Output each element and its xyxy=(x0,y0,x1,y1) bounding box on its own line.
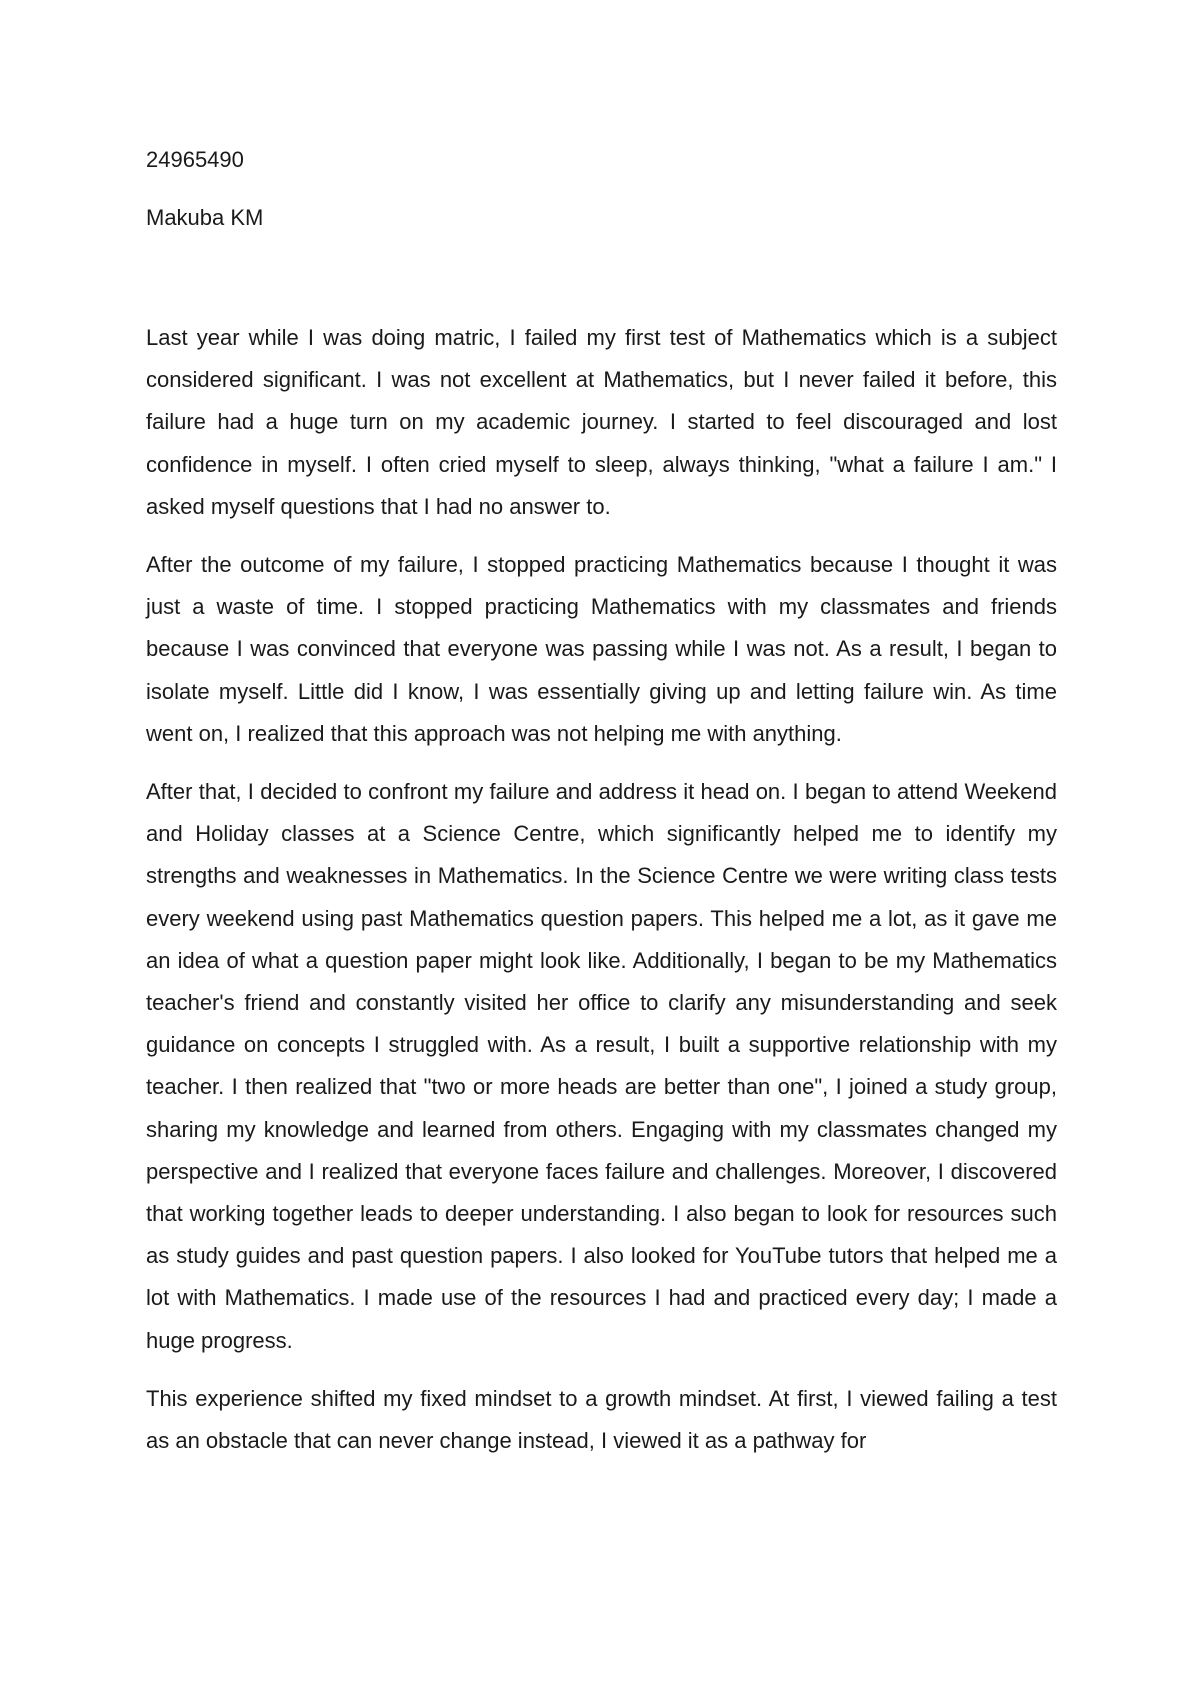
student-name: Makuba KM xyxy=(146,205,264,230)
student-number: 24965490 xyxy=(146,147,244,172)
essay-body xyxy=(146,317,1057,1478)
paragraph: After the outcome of my failure, I stopped practicing Mathematics because I thought it was just a waste of time. I stopped practicing Mathematics with my classmates and friends because I was convinced that everyone was passing while I was not. As a result, I began to isolate myself. Little did I know, I was essentially giving up and letting failure win. As time went on, I realized that this approach was not helping me with anything. xyxy=(146,552,1057,746)
paragraph: Last year while I was doing matric, I failed my first test of Mathematics which is a subject considered significant. I was not excellent at Mathematics, but I never failed it before, this failure had a huge turn on my academic journey. I started to feel discouraged and lost confidence in myself. I often cried myself to sleep, always thinking, "what a failure I am." I asked myself questions that I had no answer to. xyxy=(146,325,1057,519)
paragraph: After that, I decided to confront my failure and address it head on. I began to attend Weekend and Holiday classes at a Science Centre, which significantly helped me to identify my strengths and weaknesses in Mathematics. In the Science Centre we were writing class tests every weekend using past Mathematics question papers. This helped me a lot, as it gave me an idea of what a question paper might look like. Additionally, I began to be my Mathematics teacher's friend and constantly visited her office to clarify any misunderstanding and seek guidance on concepts I struggled with. As a result, I built a supportive relationship with my teacher. I then realized that "two or more heads are better than one", I joined a study group, sharing my knowledge and learned from others. Engaging with my classmates changed my perspective and I realized that everyone faces failure and challenges. Moreover, I discovered that working together leads to deeper understanding. I also began to look for resources such as study guides and past question papers. I also looked for YouTube tutors that helped me a lot with Mathematics. I made use of the resources I had and practiced every day; I made a huge progress. xyxy=(146,779,1057,1353)
paragraph: This experience shifted my fixed mindset to a growth mindset. At first, I viewed failing a test as an obstacle that can never change instead, I viewed it as a pathway for xyxy=(146,1385,1057,1454)
